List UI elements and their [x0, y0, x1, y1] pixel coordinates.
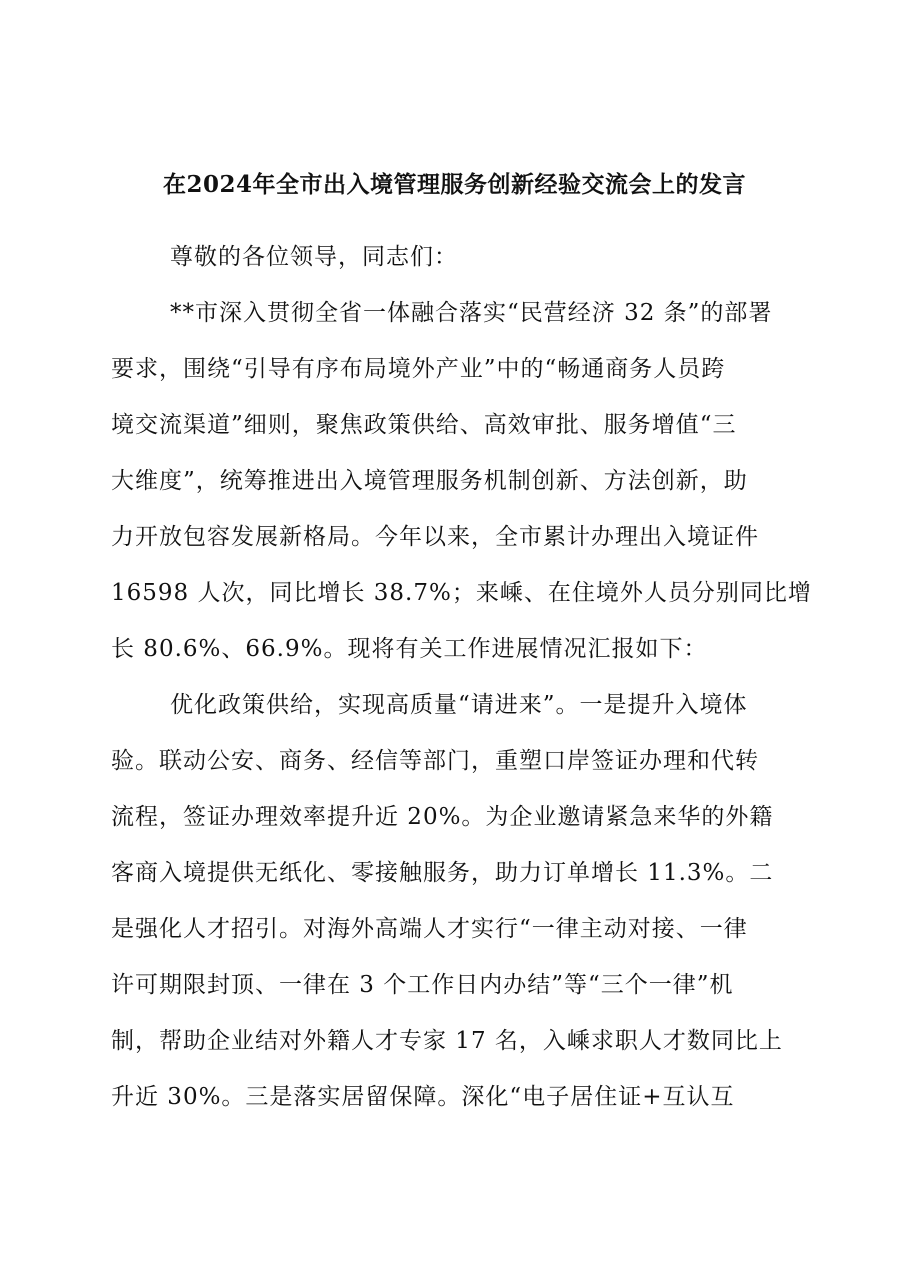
paragraph-line: 大维度”，统筹推进出入境管理服务机制创新、方法创新，助: [111, 468, 748, 494]
paragraph-line: 升近 30%。三是落实居留保障。深化“电子居住证+互认互: [111, 1084, 735, 1110]
paragraph-line: 长 80.6%、66.9%。现将有关工作进展情况汇报如下：: [111, 636, 708, 662]
paragraph-line: 制，帮助企业结对外籍人才专家 17 名，入嵊求职人才数同比上: [111, 1028, 783, 1054]
paragraph-line: 优化政策供给，实现高质量“请进来”。一是提升入境体: [170, 692, 748, 718]
paragraph-line: 力开放包容发展新格局。今年以来，全市累计办理出入境证件: [111, 524, 759, 550]
paragraph-line: 许可期限封顶、一律在 3 个工作日内办结”等“三个一律”机: [111, 972, 734, 998]
paragraph-line: 16598 人次，同比增长 38.7%；来嵊、在住境外人员分别同比增: [111, 580, 812, 606]
paragraph-line: 验。联动公安、商务、经信等部门，重塑口岸签证办理和代转: [111, 748, 759, 774]
paragraph-line: 流程，签证办理效率提升近 20%。为企业邀请紧急来华的外籍: [111, 804, 774, 830]
paragraph-line: 是强化人才招引。对海外高端人才实行“一律主动对接、一律: [111, 916, 748, 942]
paragraph-line: **市深入贯彻全省一体融合落实“民营经济 32 条”的部署: [170, 300, 773, 326]
paragraph-line: 要求，围绕“引导有序布局境外产业”中的“畅通商务人员跨: [111, 356, 726, 382]
document-title: 在2024年全市出入境管理服务创新经验交流会上的发言: [162, 171, 746, 198]
paragraph-line: 客商入境提供无纸化、零接触服务，助力订单增长 11.3%。二: [111, 860, 774, 886]
salutation-line: 尊敬的各位领导，同志们：: [170, 244, 458, 270]
paragraph-line: 境交流渠道”细则，聚焦政策供给、高效审批、服务增值“三: [111, 412, 737, 438]
